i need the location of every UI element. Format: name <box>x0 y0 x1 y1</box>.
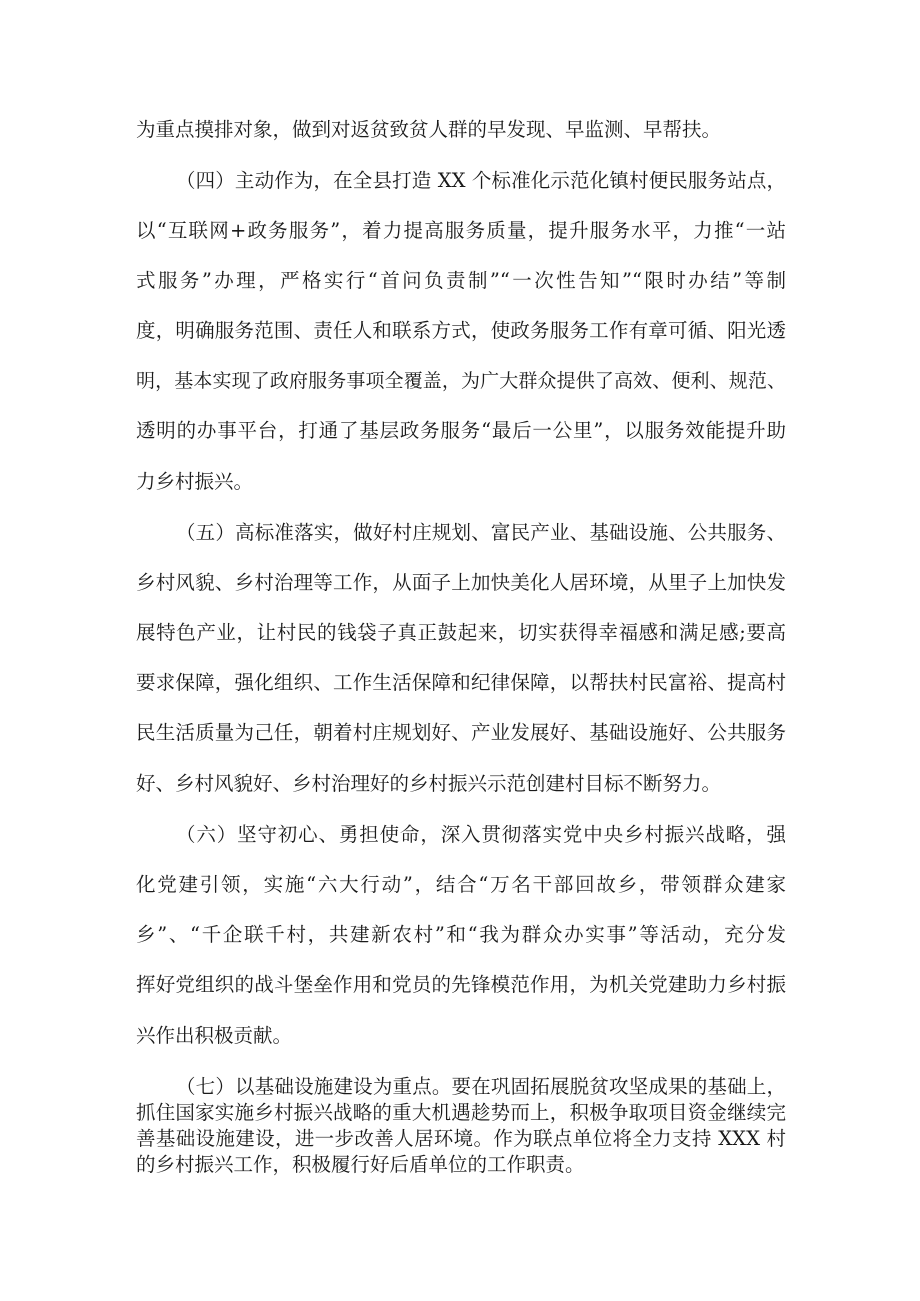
text-line: （七）以基础设施建设为重点。要在巩固拓展脱贫攻坚成果的基础上， <box>176 1075 786 1098</box>
text-line: 力乡村振兴。 <box>136 470 254 493</box>
text-line: 为重点摸排对象，做到对返贫致贫人群的早发现、早监测、早帮扶。 <box>136 118 722 141</box>
text-line: 化党建引领，实施“六大行动”，结合“万名干部回故乡，带领群众建家 <box>136 873 786 896</box>
text-line: 明，基本实现了政府服务事项全覆盖，为广大群众提供了高效、便利、规范、 <box>136 370 786 392</box>
text-line: 兴作出积极贡献。 <box>136 1024 293 1047</box>
text-line: 度，明确服务范围、责任人和联系方式，使政务服务工作有章可循、阳光透 <box>136 319 786 342</box>
text-line: 要求保障，强化组织、工作生活保障和纪律保障，以帮扶村民富裕、提高村 <box>136 671 786 694</box>
text-line: 式服务”办理，严格实行“首问负责制”“一次性告知”“限时办结”等制 <box>136 269 786 292</box>
text-line: 善基础设施建设，进一步改善人居环境。作为联点单位将全力支持 XXX 村 <box>136 1127 786 1150</box>
text-line: 透明的办事平台，打通了基层政务服务“最后一公里”，以服务效能提升助 <box>136 419 786 442</box>
text-line: 抓住国家实施乡村振兴战略的重大机遇趁势而上，积极争取项目资金继续完 <box>136 1101 786 1124</box>
text-line: 的乡村振兴工作，积极履行好后盾单位的工作职责。 <box>136 1153 585 1176</box>
text-line: （六）坚守初心、勇担使命，深入贯彻落实党中央乡村振兴战略，强 <box>176 823 786 846</box>
text-line: 挥好党组织的战斗堡垒作用和党员的先锋模范作用，为机关党建助力乡村振 <box>136 973 786 996</box>
text-line: （五）高标准落实，做好村庄规划、富民产业、基础设施、公共服务、 <box>176 521 786 544</box>
text-line: 展特色产业，让村民的钱袋子真正鼓起来，切实获得幸福感和满足感;要高 <box>136 621 786 644</box>
text-line: 乡村风貌、乡村治理等工作，从面子上加快美化人居环境，从里子上加快发 <box>136 571 786 594</box>
text-line: 以“互联网+政务服务”，着力提高服务质量，提升服务水平，力推“一站 <box>136 219 786 242</box>
text-line: 乡”、“千企联千村，共建新农村”和“我为群众办实事”等活动，充分发 <box>136 923 786 946</box>
text-line: 民生活质量为己任，朝着村庄规划好、产业发展好、基础设施好、公共服务 <box>136 721 786 744</box>
text-line: （四）主动作为，在全县打造 XX 个标准化示范化镇村便民服务站点， <box>176 169 786 192</box>
text-line: 好、乡村风貌好、乡村治理好的乡村振兴示范创建村目标不断努力。 <box>136 772 722 795</box>
